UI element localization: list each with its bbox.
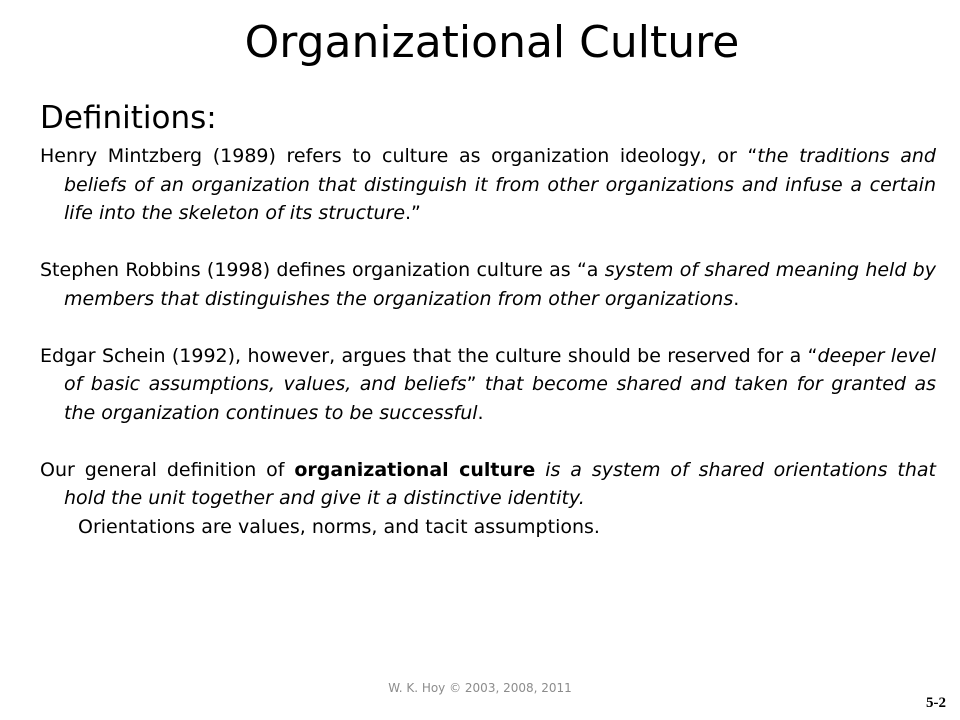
schein-definition: [40, 342, 936, 428]
mintzberg-lead: Henry Mintzberg (1989) refers to culture as organization ideology, or “: [40, 145, 758, 167]
mintzberg-quote: the traditions and beliefs of an organization that distinguish it from other organizations and infuse a certain life into the skeleton of its structure: [64, 145, 936, 224]
robbins-quote: system of shared meaning held by members that distinguishes the organization from other organizations: [64, 259, 936, 310]
copyright-footer: W. K. Hoy © 2003, 2008, 2011: [388, 681, 572, 695]
general-definition: [40, 456, 936, 513]
general-term: organizational culture: [294, 458, 536, 481]
slide-title: Organizational Culture: [244, 17, 740, 68]
mintzberg-definition: [40, 142, 936, 228]
robbins-lead: Stephen Robbins (1998) defines organization culture as “a: [40, 259, 605, 281]
schein-quote-continued: that become shared and taken for granted as the organization continues to be successful: [64, 373, 936, 424]
general-lead: Our general definition of: [40, 458, 295, 481]
slide-body: [40, 98, 936, 541]
schein-mid: ”: [466, 373, 485, 395]
robbins-tail: .: [733, 287, 740, 310]
orientations-note: Orientations are values, norms, and tacit assumptions.: [78, 515, 600, 538]
schein-lead: Edgar Schein (1992), however, argues that the culture should be reserved for a “: [40, 344, 818, 367]
schein-quote: deeper level of basic assumptions, values, and beliefs: [64, 344, 936, 395]
page-number: 5-2: [926, 695, 946, 711]
general-quote: is a system of shared orientations that hold the unit together and give it a distinctive identity.: [64, 458, 936, 509]
definitions-heading: Definitions:: [40, 100, 217, 136]
schein-tail: .: [477, 401, 484, 424]
robbins-definition: [40, 256, 936, 313]
mintzberg-tail: .”: [405, 202, 421, 224]
